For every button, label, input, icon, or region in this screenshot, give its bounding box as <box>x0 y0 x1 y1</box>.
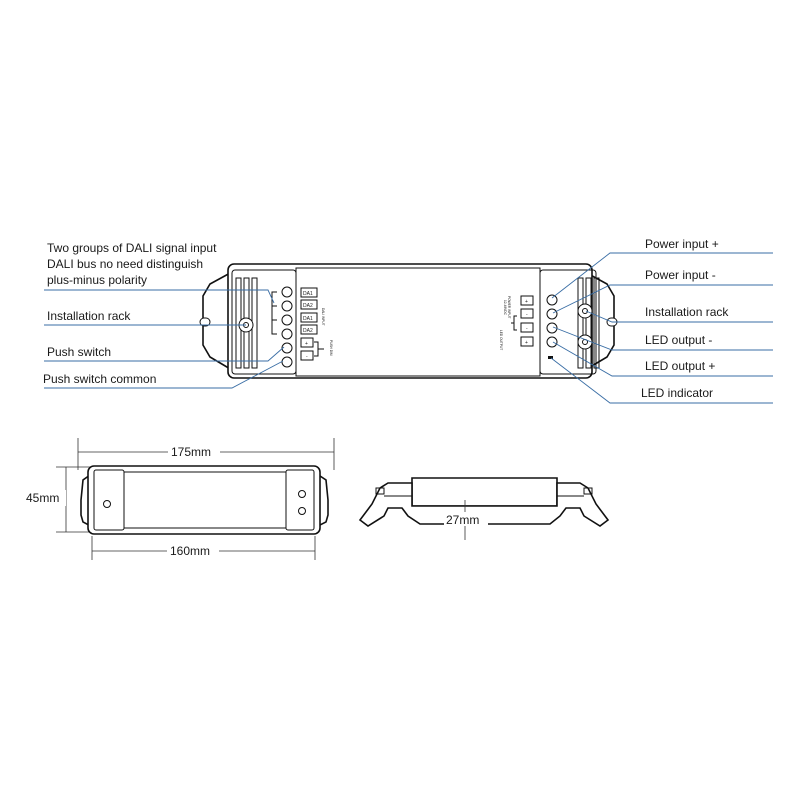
label-push-switch: Push switch <box>47 345 112 359</box>
body-text-dali: DALI INPUT <box>321 308 325 326</box>
dim-175: 175mm <box>171 445 212 459</box>
terminal-label: + <box>305 341 308 347</box>
dim-160: 160mm <box>170 544 211 558</box>
terminal-screw <box>282 287 292 297</box>
right-install-screw <box>578 304 592 318</box>
terminal-label: + <box>525 299 528 305</box>
label-power-input-plus: Power input + <box>645 237 719 251</box>
label-dali-line3: plus-minus polarity <box>47 273 148 287</box>
mini-screw <box>104 501 111 508</box>
terminal-label: + <box>525 340 528 346</box>
body-text-push: PUSH DIM <box>329 340 333 356</box>
body-text-voltage: 12-48VDC <box>503 300 507 315</box>
dimension-view-top <box>26 438 334 560</box>
terminal-screw <box>282 357 292 367</box>
terminal-screw <box>282 329 292 339</box>
terminal-label: DA1 <box>303 316 313 322</box>
terminal-screw <box>547 309 557 319</box>
dimension-view-side <box>360 478 608 540</box>
body-text-power: POWER INPUT <box>507 296 511 319</box>
terminal-label: DA2 <box>303 328 313 334</box>
body-text-led: LED OUTPUT <box>499 330 503 351</box>
label-led-indicator: LED indicator <box>641 386 714 400</box>
dim-27: 27mm <box>446 513 480 527</box>
dim-45: 45mm <box>26 491 60 505</box>
side-top-block <box>412 478 557 506</box>
label-power-input-minus: Power input - <box>645 268 716 282</box>
terminal-screw <box>282 315 292 325</box>
label-led-output-plus: LED output + <box>645 359 716 373</box>
mini-screw <box>299 491 306 498</box>
label-dali-line2: DALI bus no need distinguish <box>47 257 204 271</box>
terminal-screw <box>547 337 557 347</box>
terminal-label: - <box>526 326 528 332</box>
mini-housing <box>88 466 320 534</box>
label-push-switch-common: Push switch common <box>43 372 157 386</box>
terminal-label: - <box>526 312 528 318</box>
label-dali-line1: Two groups of DALI signal input <box>47 241 217 255</box>
terminal-label: DA2 <box>303 303 313 309</box>
terminal-label: DA1 <box>303 291 313 297</box>
label-installation-rack-right: Installation rack <box>645 305 729 319</box>
terminal-screw <box>547 295 557 305</box>
mini-screw <box>299 508 306 515</box>
terminal-label: - <box>306 354 308 360</box>
terminal-screw <box>282 301 292 311</box>
label-installation-rack-left: Installation rack <box>47 309 131 323</box>
label-led-output-minus: LED output - <box>645 333 713 347</box>
